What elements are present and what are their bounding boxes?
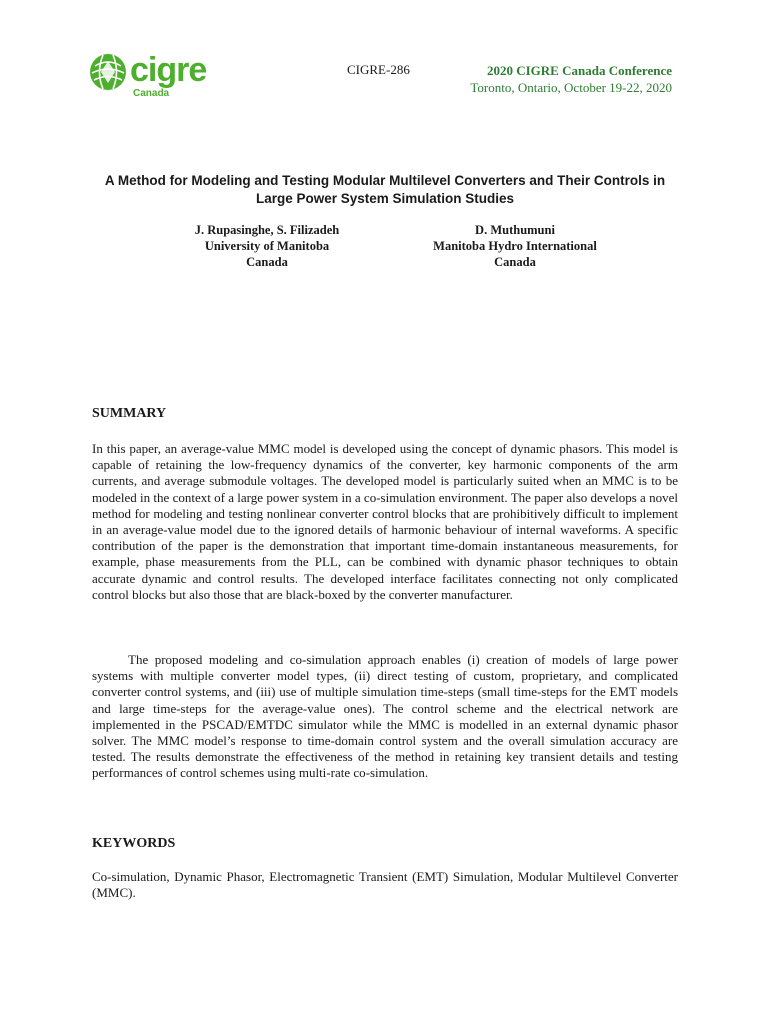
logo-country: Canada xyxy=(133,88,170,99)
author-country: Canada xyxy=(494,255,536,269)
author-names: J. Rupasinghe, S. Filizadeh xyxy=(194,223,340,237)
conference-info xyxy=(470,62,672,96)
summary-heading: SUMMARY xyxy=(92,406,167,421)
conference-place: Toronto, Ontario, October 19-22, 2020 xyxy=(470,80,672,95)
keywords-text: Co-simulation, Dynamic Phasor, Electromagnetic Transient (EMT) Simulation, Modular Multilevel Converter (MMC). xyxy=(92,869,678,901)
author-institution: Manitoba Hydro International xyxy=(433,239,597,253)
summary-paragraph-1: In this paper, an average-value MMC model is developed using the concept of dynamic phasors. This model is capable of retaining the low-frequency dynamics of the converter, key harmonic components of the arm currents, and average submodule voltages. The developed model is particularly suited when an MMC is to be modeled in the context of a large power system in a co-simulation environment. The paper also develops a novel method for modeling and testing nonlinear converter control blocks that are prohibitively difficult to implement in an average-value model due to the ignored details of harmonic behaviour of internal waveforms. A specific contribution of the paper is the demonstration that important time-domain instantaneous measurements, for example, phase measurements from the PLL, can be combined with dynamic phasor techniques to obtain accurate dynamic and control results. The developed interface facilitates connecting not only complicated control blocks but also those that are black-boxed by the converter manufacturer. xyxy=(92,441,678,602)
author-country: Canada xyxy=(246,255,288,269)
summary-paragraph-2: The proposed modeling and co-simulation approach enables (i) creation of models of large power systems with multiple converter model types, (ii) direct testing of custom, proprietary, and complicated converter control systems, and (iii) use of multiple simulation time-steps (small time-steps for the EMT models and large time-steps for the average-value ones). The control scheme and the electrical network are implemented in the PSCAD/EMTDC simulator while the MMC is modelled in an external dynamic phasor solver. The MMC model’s response to time-domain control system and the overall simulation accuracy are tested. The results demonstrate the effectiveness of the method in retaining key transient details and testing performances of control schemes using multi-rate co-simulation. xyxy=(92,652,678,781)
paper-title: A Method for Modeling and Testing Modular Multilevel Converters and Their Controls in Large Power System Simulation Studies xyxy=(104,173,666,206)
cigre-globe-icon xyxy=(88,52,128,92)
paper-id: CIGRE-286 xyxy=(347,62,410,77)
keywords-heading: KEYWORDS xyxy=(92,836,176,851)
conference-name: 2020 CIGRE Canada Conference xyxy=(486,63,672,78)
author-block-1 xyxy=(152,222,382,270)
author-institution: University of Manitoba xyxy=(204,239,330,253)
cigre-logo xyxy=(88,48,210,104)
author-block-2 xyxy=(405,222,625,270)
author-names: D. Muthumuni xyxy=(475,223,555,237)
logo-wordmark: cigre xyxy=(130,51,207,89)
